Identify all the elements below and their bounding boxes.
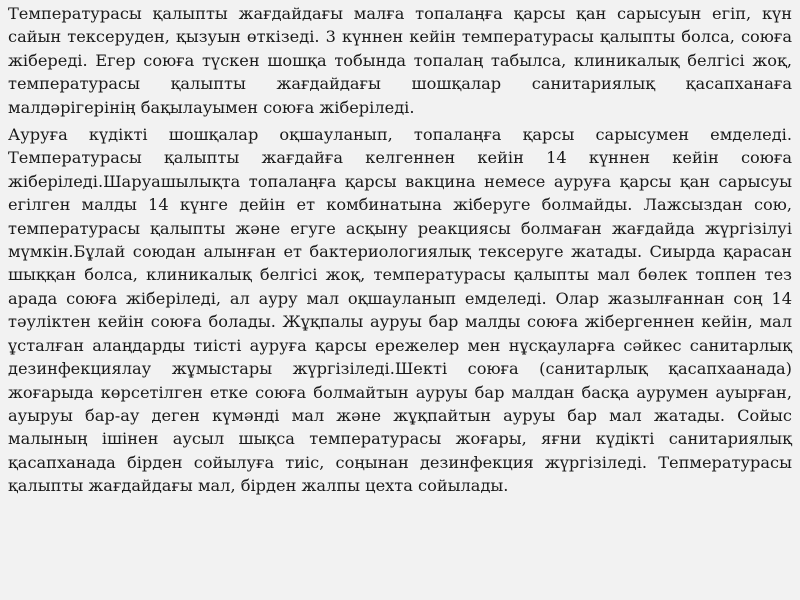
paragraph-2: Ауруға күдікті шошқалар оқшауланып, топалаңға қарсы сарысумен емделеді. Температурасы қалыпты жағдайға келгеннен кейін 14 күннен кейін союға жіберіледі.Шаруашылықта топалаңға қарсы вакцина немесе ауруға қарсы қан сарысуы егілген малды 14 күнге дейін ет комбинатына жіберуге болмайды. Лажсыздан сою, температурасы қалыпты және егуге асқыну реакциясы болмаған жағдайда жүргізілуі мүмкін.Бұлай союдан алынған ет бактериологиялық тексеруге жатады. Сиырда қарасан шыққан болса, клиникалық белгісі жоқ, температурасы қалыпты мал бөлек топпен тез арада союға жіберіледі, ал ауру мал оқшауланып емделеді. Олар жазылғаннан соң 14 тәуліктен кейін союға болады. Жұқпалы ауруы бар малды союға жібергеннен кейін, мал ұсталған алаңдарды тиісті ауруға қарсы ережелер мен нұсқауларға сәйкес санитарлық дезинфекциялау жұмыстары жүргізіледі.Шекті союға (санитарлық қасапхаанада) жоғарыда көрсетілген етке союға болмайтын ауруы бар малдан басқа аурумен ауырған, ауыруы бар-ау деген күмәнді мал және жұқпайтын ауруы бар мал жатады. Сойыс малының ішінен аусыл шықса температурасы жоғары, яғни күдікті санитариялық қасапханада бірден сойылуға тиіс, соңынан дезинфекция жүргізіледі. Тепмературасы қалыпты жағдайдағы мал, бірден жалпы цехта сойылады. bbox=[8, 125, 792, 496]
paragraph-1: Температурасы қалыпты жағдайдағы малға топалаңға қарсы қан сарысуын егіп, күн сайын тексеруден, қызуын өткізеді. 3 күннен кейін температурасы қалыпты болса, союға жібереді. Егер союға түскен шошқа тобында топалаң табылса, клиникалық белгісі жоқ, температурасы қалыпты жағдайдағы шошқалар санитариялық қасапханаға малдәрігерінің бақылауымен союға жіберіледі. bbox=[8, 4, 792, 117]
